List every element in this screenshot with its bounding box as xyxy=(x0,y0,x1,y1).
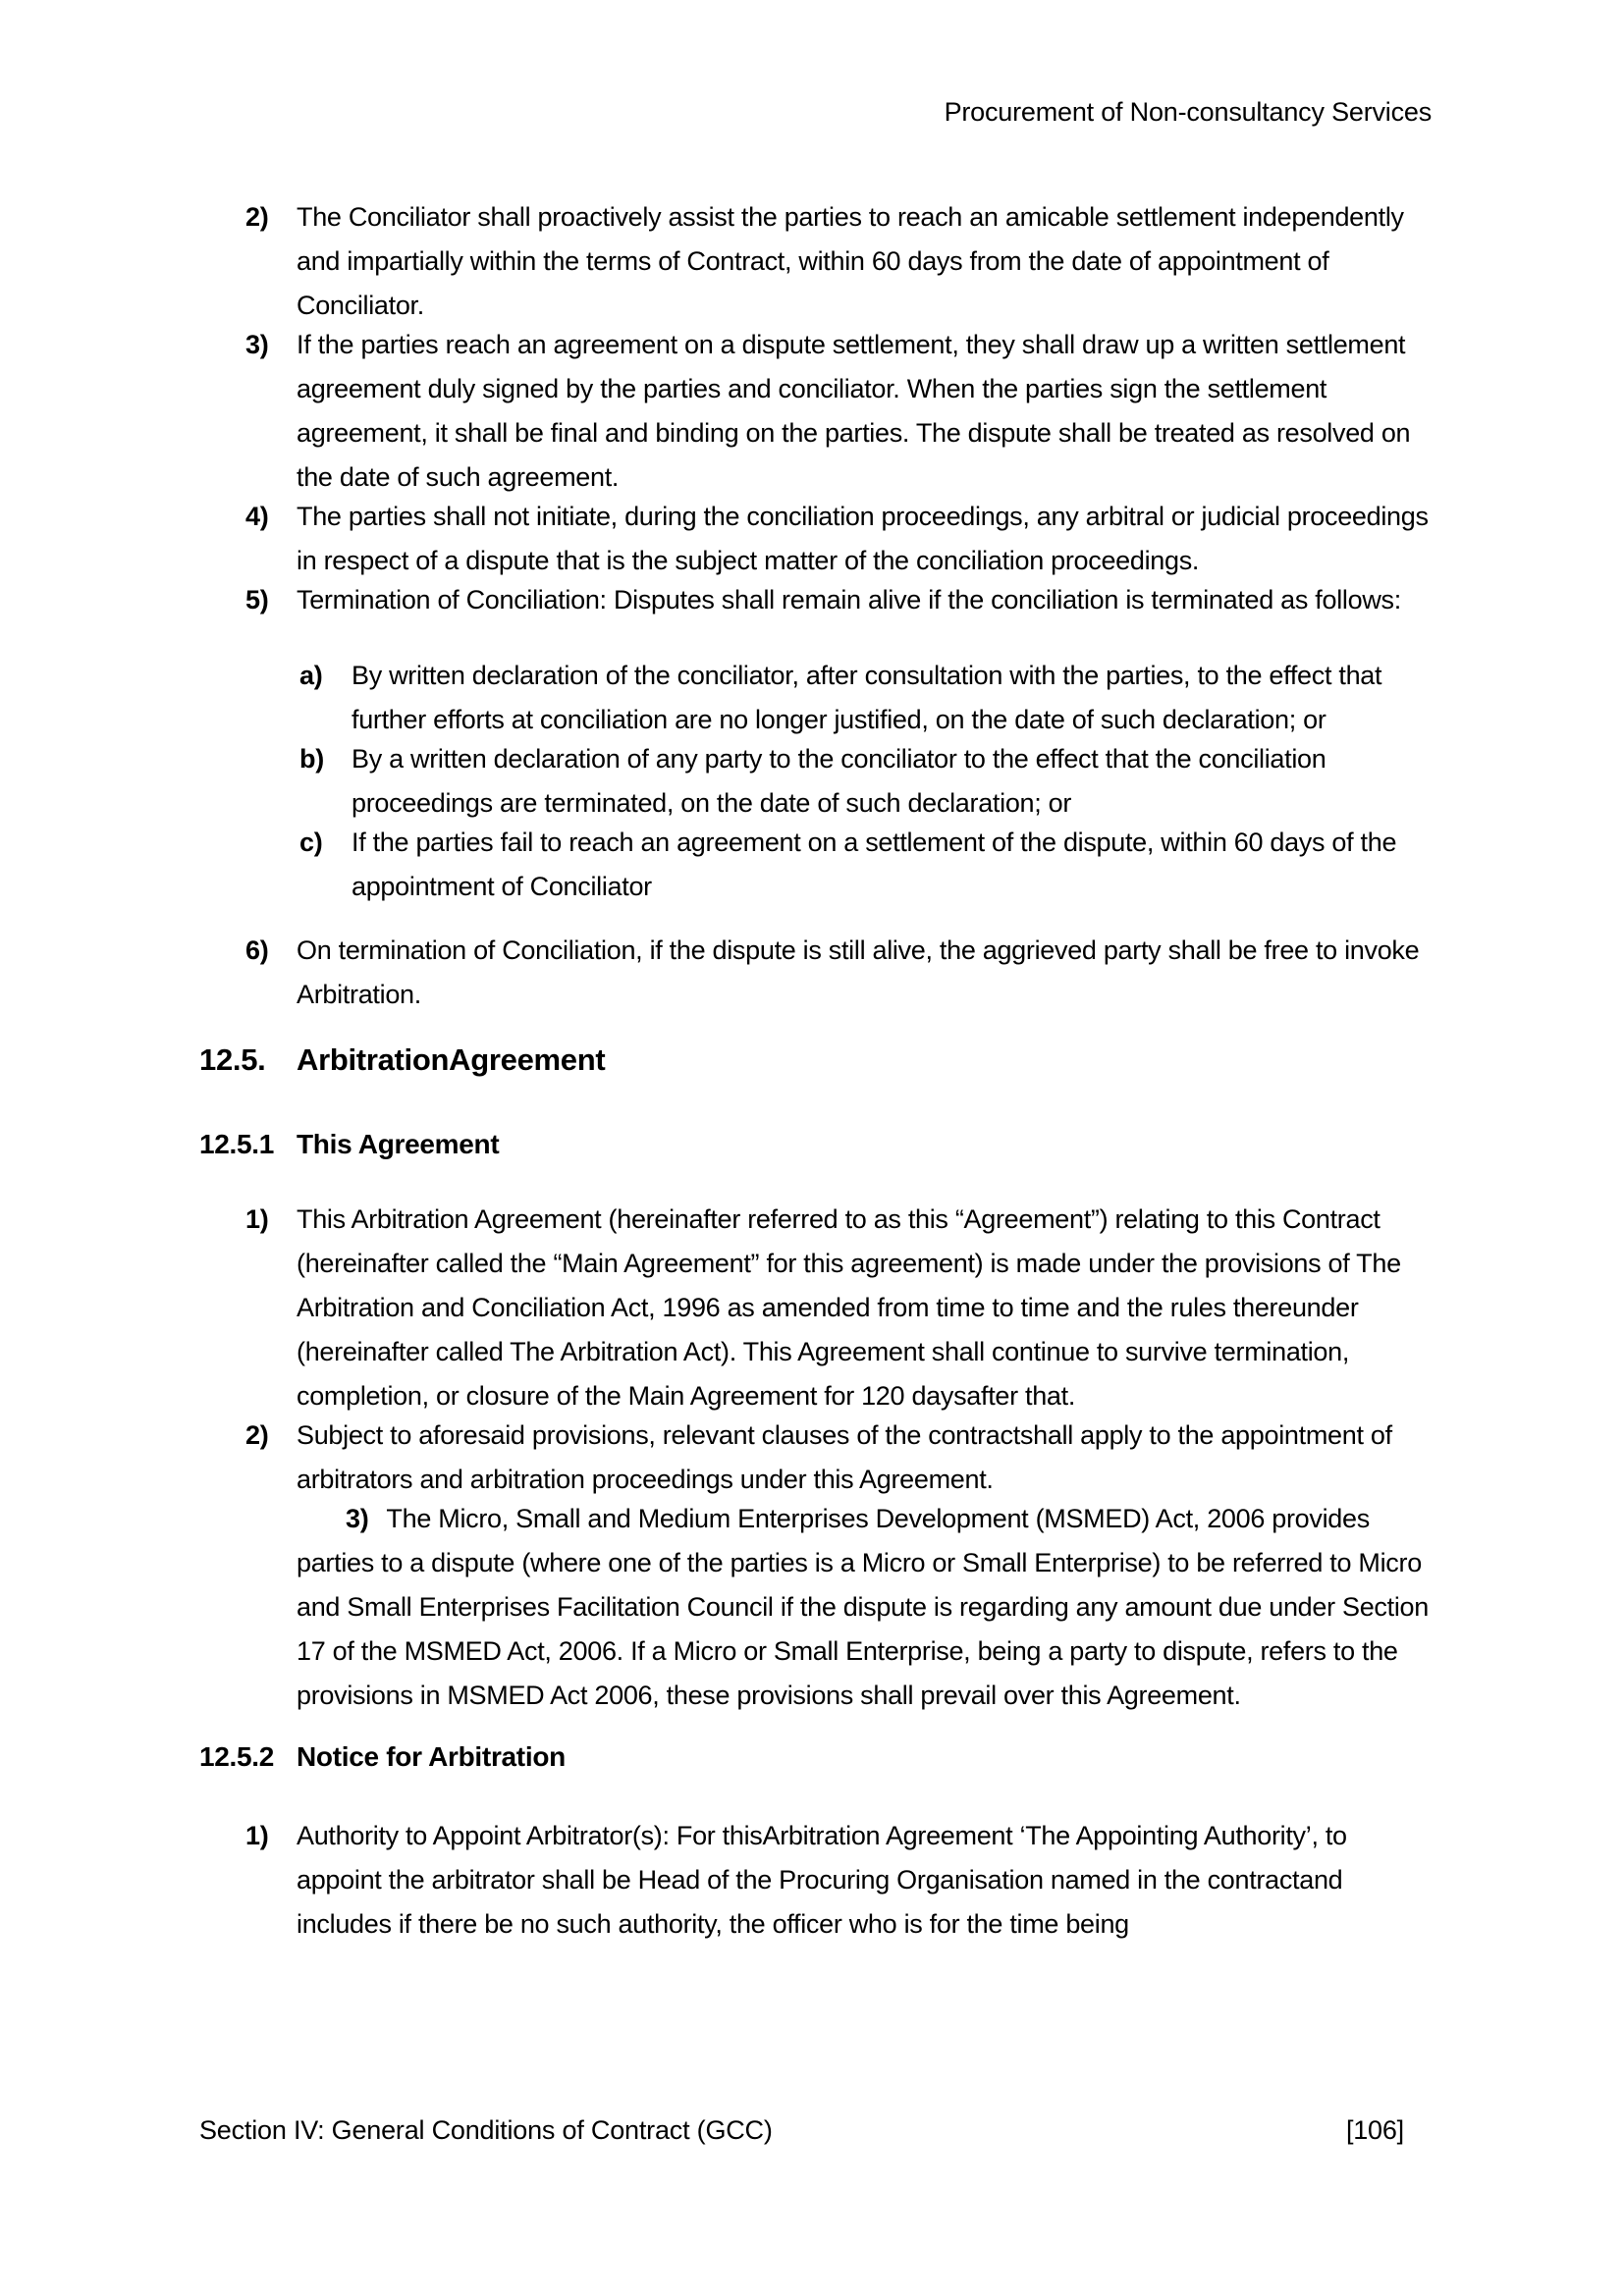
page-footer xyxy=(199,2112,1404,2148)
section-heading-12-5 xyxy=(199,1039,1432,1082)
list-item-text: On termination of Conciliation, if the dispute is still alive, the aggrieved party shall be free to invoke Arbitration. xyxy=(297,935,1420,1009)
section-number: 12.5.2 xyxy=(199,1741,275,1772)
termination-sublist xyxy=(299,654,1432,909)
list-item-text: The parties shall not initiate, during the conciliation proceedings, any arbitral or judicial proceedings in respect of a dispute that is the subject matter of the conciliation proceedings. xyxy=(297,502,1429,575)
list-item xyxy=(245,1414,1432,1502)
section-number: 12.5.1 xyxy=(199,1129,275,1159)
section-number: 12.5. xyxy=(199,1042,266,1077)
list-item xyxy=(245,929,1432,1017)
list-item-text: By a written declaration of any party to the conciliator to the effect that the conciliation proceedings are terminated, on the date of such declaration; or xyxy=(352,744,1326,818)
list-item-letter: c) xyxy=(299,828,323,857)
section-title: This Agreement xyxy=(297,1129,500,1159)
list-item-text: If the parties fail to reach an agreement on a settlement of the dispute, within 60 days of the appointment of Conciliator xyxy=(352,828,1397,901)
header-title: Procurement of Non-consultancy Services xyxy=(944,97,1432,127)
document-content xyxy=(199,195,1432,1947)
conciliation-list xyxy=(245,195,1432,622)
footer-page-number: [106] xyxy=(1345,2115,1404,2145)
list-item xyxy=(245,1814,1432,1947)
agreement-list xyxy=(245,1198,1432,1502)
list-item xyxy=(299,737,1432,826)
list-item-number: 1) xyxy=(245,1204,269,1234)
section-title: ArbitrationAgreement xyxy=(297,1042,606,1077)
post-termination-item xyxy=(245,929,1432,1017)
list-item-letter: a) xyxy=(299,661,323,690)
msmed-list-item xyxy=(297,1497,1432,1718)
list-item-number: 2) xyxy=(245,1420,269,1450)
footer-section-label: Section IV: General Conditions of Contract (GCC) xyxy=(199,2115,773,2145)
list-item-text: The Micro, Small and Medium Enterprises Development (MSMED) Act, 2006 provides parties to a dispute (where one of the parties is a Micro or Small Enterprise) to be referred to Micro and Small Enterprises Facilitation Council if the dispute is regarding any amount due under Section 17 of the MSMED Act, 2006. If a Micro or Small Enterprise, being a party to dispute, refers to the provisions in MSMED Act 2006, these provisions shall prevail over this Agreement. xyxy=(297,1504,1429,1710)
list-item-text: The Conciliator shall proactively assist the parties to reach an amicable settlement independently and impartially within the terms of Contract, within 60 days from the date of appointment of Conciliator. xyxy=(297,202,1404,320)
list-item-number: 6) xyxy=(245,935,269,965)
list-item-text: Authority to Appoint Arbitrator(s): For thisArbitration Agreement ‘The Appointing Authority’, to appoint the arbitrator shall be Head of the Procuring Organisation named in the contractand includes if there be no such authority, the officer who is for the time being xyxy=(297,1821,1347,1939)
section-heading-12-5-1 xyxy=(199,1125,1432,1164)
list-item xyxy=(299,821,1432,909)
list-item-letter: b) xyxy=(299,744,324,774)
list-item-number: 2) xyxy=(245,202,269,232)
section-title: Notice for Arbitration xyxy=(297,1741,566,1772)
list-item xyxy=(245,1198,1432,1418)
notice-list xyxy=(245,1814,1432,1947)
list-item-text: This Arbitration Agreement (hereinafter referred to as this “Agreement”) relating to this Contract (hereinafter called the “Main Agreement” for this agreement) is made under the provisions of The Arbitration and Conciliation Act, 1996 as amended from time to time and the rules thereunder (hereinafter called The Arbitration Act). This Agreement shall continue to survive termination, completion, or closure of the Main Agreement for 120 daysafter that. xyxy=(297,1204,1401,1411)
list-item-text: Termination of Conciliation: Disputes shall remain alive if the conciliation is terminated as follows: xyxy=(297,585,1401,614)
page-header xyxy=(199,94,1432,130)
list-item-number: 1) xyxy=(245,1821,269,1850)
list-item-text: Subject to aforesaid provisions, relevant clauses of the contractshall apply to the appointment of arbitrators and arbitration proceedings under this Agreement. xyxy=(297,1420,1392,1494)
list-item xyxy=(245,195,1432,328)
list-item-number: 3) xyxy=(346,1504,369,1533)
list-item-number: 3) xyxy=(245,330,269,359)
list-item xyxy=(245,495,1432,583)
list-item xyxy=(299,654,1432,742)
list-item xyxy=(245,578,1432,622)
list-item-number: 4) xyxy=(245,502,269,531)
list-item xyxy=(245,323,1432,500)
section-heading-12-5-2 xyxy=(199,1737,1432,1777)
list-item-text: If the parties reach an agreement on a dispute settlement, they shall draw up a written settlement agreement duly signed by the parties and conciliator. When the parties sign the settlement agreement, it shall be final and binding on the parties. The dispute shall be treated as resolved on the date of such agreement. xyxy=(297,330,1411,492)
list-item-text: By written declaration of the conciliator, after consultation with the parties, to the effect that further efforts at conciliation are no longer justified, on the date of such declaration; or xyxy=(352,661,1382,734)
list-item-number: 5) xyxy=(245,585,269,614)
